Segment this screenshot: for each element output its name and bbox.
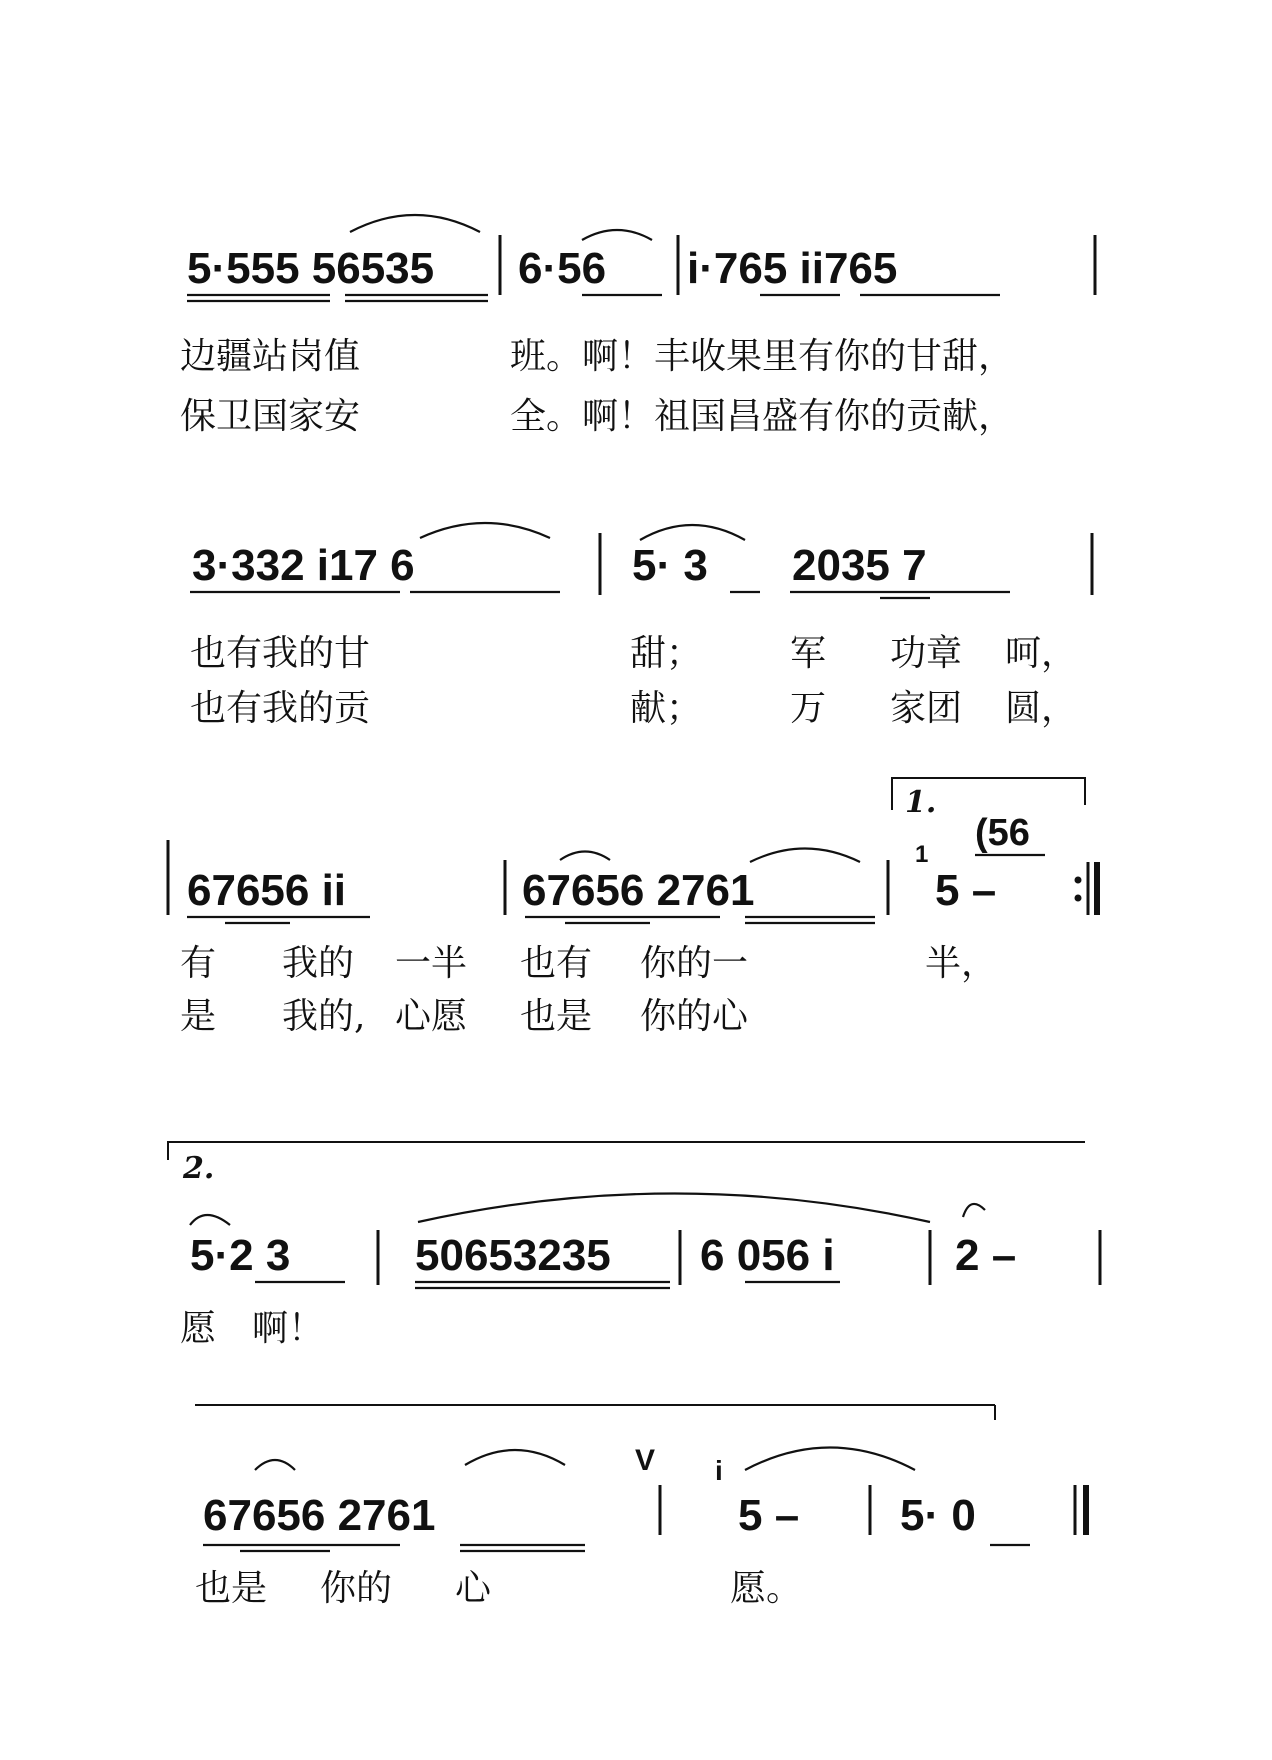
fermata <box>963 1204 985 1217</box>
lyric-3-2a: 是 <box>180 996 217 1037</box>
measure-2-1: 3·332 i17 6 <box>192 541 415 590</box>
slur <box>465 1450 565 1465</box>
beam-underlines <box>255 1282 840 1288</box>
lyric-2-1c: 军 <box>790 633 827 674</box>
breath-mark: V <box>635 1444 656 1477</box>
measure-3-3: 5 – <box>935 866 997 915</box>
system-1 <box>180 215 1095 437</box>
lyric-3-1f: 半， <box>925 943 998 984</box>
slur <box>190 1215 230 1225</box>
slur <box>750 849 860 863</box>
slur <box>560 852 610 861</box>
lyric-2-2c: 万 <box>790 688 827 729</box>
measure-2-2: 5· 3 <box>632 541 708 590</box>
lyric-5-1a: 也是 <box>195 1568 268 1609</box>
system-3 <box>168 778 1097 1037</box>
slur <box>255 1460 295 1470</box>
lyric-3-1c: 一半 <box>395 943 468 984</box>
repeat-sign <box>1075 862 1098 915</box>
lyric-3-2e: 你的心 <box>640 996 749 1037</box>
lyric-2-1e: 呵， <box>1005 633 1078 674</box>
measure-4-4: 2 – <box>955 1231 1017 1280</box>
lyric-4-1a: 愿 <box>180 1308 217 1349</box>
lyric-2-2a: 也有我的贡 <box>190 688 371 729</box>
lyric-2-1d: 功章 <box>890 633 963 674</box>
measure-1-1: 5·555 56535 <box>187 244 435 293</box>
final-barline <box>1075 1485 1086 1535</box>
slur <box>640 525 745 540</box>
beam-underlines <box>203 1545 1030 1551</box>
system-2 <box>190 523 1092 729</box>
lyric-2-1b: 甜； <box>630 633 703 674</box>
measure-4-1: 5·2 3 <box>190 1231 291 1280</box>
lyric-3-2b: 我的, <box>282 996 366 1037</box>
measure-3-1: 67656 ii <box>187 866 347 915</box>
measure-5-2: 5 – <box>738 1491 800 1540</box>
pickup-notes: (56 <box>975 812 1030 854</box>
lyric-3-2c: 心愿 <box>395 996 468 1037</box>
lyric-5-1d: 愿。 <box>730 1568 803 1609</box>
slur <box>582 230 652 240</box>
beam-underlines <box>187 295 1000 301</box>
measure-2-3: 2035 7 <box>792 541 927 590</box>
lyric-1-1a: 边疆站岗值 <box>180 336 361 377</box>
lyric-3-2d: 也是 <box>520 996 593 1037</box>
lyric-2-2d: 家团 <box>890 688 963 729</box>
slur <box>418 1194 930 1223</box>
slur <box>745 1448 915 1471</box>
slur <box>420 523 550 538</box>
measure-3-2: 67656 2761 <box>522 866 755 915</box>
measure-4-2: 50653235 <box>415 1231 611 1280</box>
volta-label-1: 1. <box>905 785 937 820</box>
lyric-3-1a: 有 <box>180 943 217 984</box>
grace-note: i <box>715 1455 723 1486</box>
measure-5-1: 67656 2761 <box>203 1491 436 1540</box>
volta-bracket-2 <box>168 1142 1085 1160</box>
lyric-1-2b: 全。啊！祖国昌盛有你的贡献， <box>510 396 1015 437</box>
lyric-1-1b: 班。啊！丰收果里有你的甘甜， <box>510 336 1015 377</box>
system-5 <box>195 1405 1086 1609</box>
measure-1-3: i·765 ii765 <box>687 244 898 293</box>
measure-1-2: 6·56 <box>518 244 607 293</box>
lyric-2-2b: 献； <box>630 688 703 729</box>
lyric-3-1d: 也有 <box>520 943 593 984</box>
lyric-3-1e: 你的一 <box>640 943 749 984</box>
measure-5-3: 5· 0 <box>900 1491 976 1540</box>
lyric-2-2e: 圆， <box>1005 688 1078 729</box>
volta-label-2: 2. <box>183 1151 215 1186</box>
slur <box>350 215 480 232</box>
lyric-4-1b: 啊！ <box>252 1308 325 1349</box>
lyric-3-1b: 我的 <box>282 943 355 984</box>
lyric-5-1c: 心 <box>455 1568 492 1609</box>
lyric-5-1b: 你的 <box>320 1568 393 1609</box>
measure-4-3: 6 056 i <box>700 1231 835 1280</box>
system-4 <box>168 1142 1100 1349</box>
lyric-1-2a: 保卫国家安 <box>180 396 361 437</box>
lyric-2-1a: 也有我的甘 <box>190 633 371 674</box>
grace-note: 1 <box>915 841 929 868</box>
